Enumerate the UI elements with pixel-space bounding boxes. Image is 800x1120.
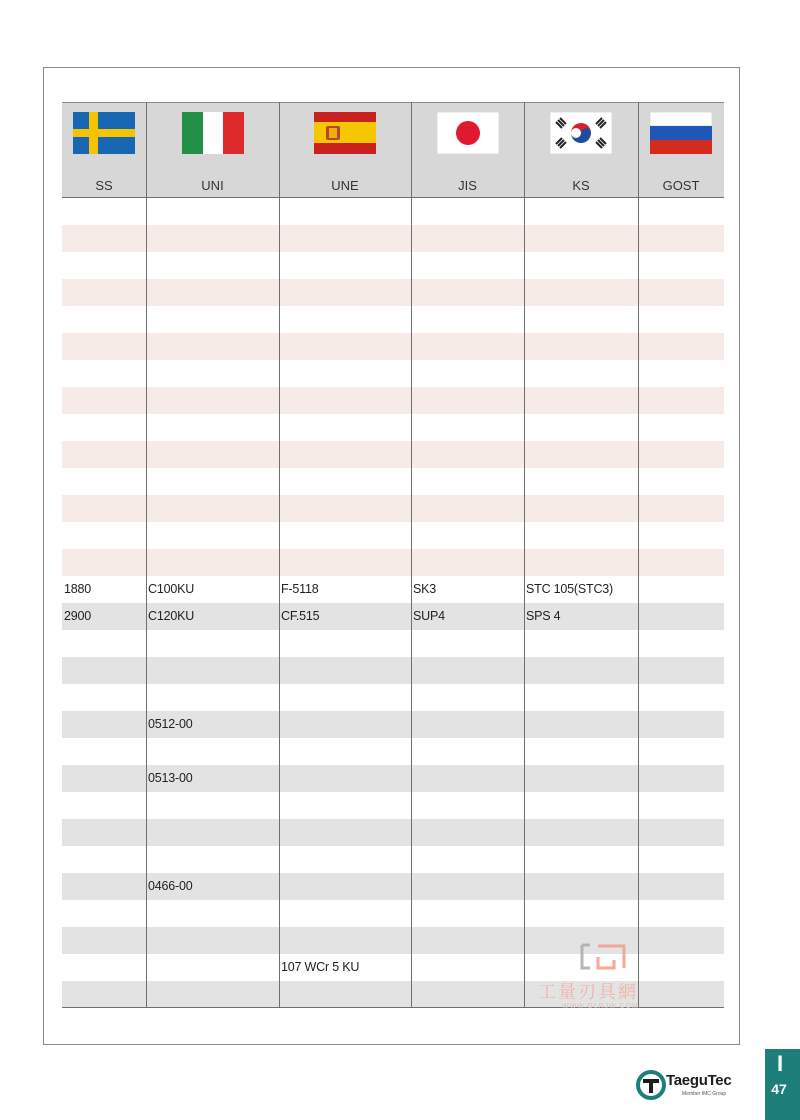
table-cell-uni xyxy=(148,927,277,954)
table-cell-une: F-5118 xyxy=(281,582,319,596)
table-cell-ss xyxy=(64,198,144,225)
table-cell-jis xyxy=(413,333,522,360)
table-cell-ss: 1880 xyxy=(64,582,92,596)
table-row xyxy=(62,819,724,846)
column-label: KS xyxy=(572,178,590,193)
table-row xyxy=(62,549,724,576)
table-cell-uni: 0466-00 xyxy=(148,879,193,893)
table-cell-jis xyxy=(413,630,522,657)
table-cell-ks xyxy=(526,711,636,738)
table-header xyxy=(62,102,724,198)
table-cell-gost xyxy=(640,657,722,684)
table-cell-une xyxy=(281,360,409,387)
table-cell-une xyxy=(281,306,409,333)
column-divider xyxy=(411,102,412,1007)
header-cell-une xyxy=(279,103,411,197)
table-cell-uni xyxy=(148,441,277,468)
table-cell-ks xyxy=(526,468,636,495)
table-cell-gost xyxy=(640,198,722,225)
table-cell-ss xyxy=(64,306,144,333)
table-cell-jis xyxy=(413,738,522,765)
table-cell-jis xyxy=(413,387,522,414)
table-cell-une xyxy=(281,765,409,792)
table-cell-jis xyxy=(413,792,522,819)
column-divider xyxy=(146,102,147,1007)
table-cell-une xyxy=(281,981,409,1008)
table-cell-uni: C120KU xyxy=(148,609,195,623)
table-cell-jis xyxy=(413,522,522,549)
table-cell-ks xyxy=(526,873,636,900)
table-cell-ss xyxy=(64,279,144,306)
table-row xyxy=(62,630,724,657)
table-row xyxy=(62,792,724,819)
table-cell-ss xyxy=(64,792,144,819)
table-cell-jis xyxy=(413,981,522,1008)
table-cell-ks xyxy=(526,738,636,765)
table-cell-une xyxy=(281,522,409,549)
table-cell-jis xyxy=(413,954,522,981)
table-cell-ks xyxy=(526,306,636,333)
table-cell-une xyxy=(281,414,409,441)
watermark-text: 工量刃具網 xyxy=(538,982,638,1003)
table-cell-ss xyxy=(64,981,144,1008)
table-cell-uni xyxy=(148,792,277,819)
header-cell-jis xyxy=(411,103,524,197)
table-cell-ss xyxy=(64,225,144,252)
table-cell-uni xyxy=(148,225,277,252)
table-row xyxy=(62,306,724,333)
table-cell-une xyxy=(281,549,409,576)
table-cell-ks: STC 105(STC3) xyxy=(526,582,614,596)
table-cell-gost xyxy=(640,792,722,819)
table-cell-une xyxy=(281,198,409,225)
column-label: UNI xyxy=(201,178,224,193)
table-cell-ss xyxy=(64,468,144,495)
table-cell-jis xyxy=(413,279,522,306)
table-row xyxy=(62,279,724,306)
taegutec-logo-icon xyxy=(636,1070,666,1100)
table-cell-gost xyxy=(640,306,722,333)
watermark-url: WWW.GLRJW.COM xyxy=(562,1003,639,1010)
table-cell-ss xyxy=(64,333,144,360)
table-row xyxy=(62,468,724,495)
table-cell-ks xyxy=(526,225,636,252)
table-cell-ks xyxy=(526,414,636,441)
header-cell-ks xyxy=(524,103,638,197)
table-cell-jis xyxy=(413,252,522,279)
table-cell-gost xyxy=(640,522,722,549)
table-row xyxy=(62,603,724,630)
table-row xyxy=(62,738,724,765)
table-cell-gost xyxy=(640,873,722,900)
table-cell-uni xyxy=(148,819,277,846)
table-row xyxy=(62,225,724,252)
table-cell-jis xyxy=(413,684,522,711)
table-cell-une xyxy=(281,252,409,279)
table-cell-gost xyxy=(640,414,722,441)
table-cell-gost xyxy=(640,846,722,873)
table-cell-gost xyxy=(640,252,722,279)
table-cell-ss xyxy=(64,387,144,414)
table-cell-uni: 0513-00 xyxy=(148,771,193,785)
table-cell-une xyxy=(281,387,409,414)
table-cell-gost xyxy=(640,576,722,603)
table-cell-une xyxy=(281,441,409,468)
table-cell-ss xyxy=(64,360,144,387)
table-cell-ss xyxy=(64,900,144,927)
table-cell-une: 107 WCr 5 KU xyxy=(281,960,360,974)
table-cell-ks xyxy=(526,549,636,576)
table-cell-une xyxy=(281,684,409,711)
table-cell-jis xyxy=(413,549,522,576)
table-cell-jis: SK3 xyxy=(413,582,437,596)
table-row xyxy=(62,495,724,522)
table-cell-ss xyxy=(64,630,144,657)
table-cell-uni xyxy=(148,549,277,576)
table-row xyxy=(62,765,724,792)
table-cell-ks xyxy=(526,846,636,873)
table-cell-gost xyxy=(640,711,722,738)
table-cell-ss xyxy=(64,873,144,900)
table-row xyxy=(62,333,724,360)
table-cell-gost xyxy=(640,819,722,846)
table-cell-jis: SUP4 xyxy=(413,609,445,623)
japan-flag-icon xyxy=(437,112,499,159)
table-cell-uni xyxy=(148,981,277,1008)
table-cell-gost xyxy=(640,630,722,657)
table-row xyxy=(62,684,724,711)
page-number: 47 xyxy=(771,1081,787,1097)
table-cell-ss xyxy=(64,846,144,873)
table-row xyxy=(62,441,724,468)
table-cell-une xyxy=(281,279,409,306)
table-cell-ks xyxy=(526,792,636,819)
table-cell-une xyxy=(281,819,409,846)
table-cell-uni xyxy=(148,738,277,765)
table-cell-gost xyxy=(640,279,722,306)
table-cell-uni xyxy=(148,522,277,549)
table-row xyxy=(62,198,724,225)
table-cell-ks: SPS 4 xyxy=(526,609,561,623)
table-cell-ss xyxy=(64,495,144,522)
table-cell-une xyxy=(281,495,409,522)
table-cell-ks xyxy=(526,198,636,225)
table-cell-une xyxy=(281,873,409,900)
table-cell-une xyxy=(281,738,409,765)
table-cell-jis xyxy=(413,711,522,738)
table-cell-uni xyxy=(148,279,277,306)
table-cell-uni: C100KU xyxy=(148,582,195,596)
table-cell-jis xyxy=(413,495,522,522)
table-cell-ks xyxy=(526,495,636,522)
brand-name: TaeguTec xyxy=(666,1072,732,1089)
table-cell-uni xyxy=(148,495,277,522)
table-cell-une xyxy=(281,711,409,738)
table-cell-uni xyxy=(148,630,277,657)
table-cell-jis xyxy=(413,657,522,684)
sweden-flag-icon xyxy=(73,112,135,159)
column-divider xyxy=(638,102,639,1007)
table-cell-uni xyxy=(148,468,277,495)
table-row xyxy=(62,522,724,549)
table-cell-gost xyxy=(640,468,722,495)
russia-flag-icon xyxy=(650,112,712,159)
table-cell-ss xyxy=(64,441,144,468)
table-cell-une xyxy=(281,630,409,657)
table-cell-ss xyxy=(64,549,144,576)
table-cell-jis xyxy=(413,225,522,252)
table-cell-jis xyxy=(413,846,522,873)
table-cell-ks xyxy=(526,333,636,360)
table-cell-uni xyxy=(148,684,277,711)
table-cell-jis xyxy=(413,306,522,333)
table-cell-ss xyxy=(64,954,144,981)
table-cell-uni xyxy=(148,252,277,279)
table-cell-ks xyxy=(526,252,636,279)
table-cell-gost xyxy=(640,225,722,252)
steel-grade-table xyxy=(62,102,724,1008)
table-cell-uni: 0512-00 xyxy=(148,717,193,731)
table-cell-uni xyxy=(148,414,277,441)
table-cell-uni xyxy=(148,306,277,333)
table-cell-gost xyxy=(640,603,722,630)
table-cell-ks xyxy=(526,900,636,927)
column-label: SS xyxy=(95,178,113,193)
table-cell-une xyxy=(281,900,409,927)
table-cell-uni xyxy=(148,360,277,387)
table-cell-ks xyxy=(526,360,636,387)
table-cell-jis xyxy=(413,873,522,900)
table-cell-jis xyxy=(413,819,522,846)
table-cell-ks xyxy=(526,819,636,846)
table-cell-uni xyxy=(148,954,277,981)
table-cell-ss xyxy=(64,819,144,846)
table-cell-jis xyxy=(413,198,522,225)
brand-subtitle: Member IMC Group xyxy=(682,1091,727,1097)
table-cell-ks xyxy=(526,630,636,657)
south-korea-flag-icon xyxy=(550,112,612,159)
table-row xyxy=(62,414,724,441)
table-cell-ss xyxy=(64,684,144,711)
table-cell-ks xyxy=(526,657,636,684)
table-cell-jis xyxy=(413,468,522,495)
table-row xyxy=(62,252,724,279)
table-row xyxy=(62,846,724,873)
header-cell-gost xyxy=(638,103,724,197)
table-cell-jis xyxy=(413,441,522,468)
table-cell-jis xyxy=(413,900,522,927)
table-cell-une xyxy=(281,846,409,873)
table-cell-uni xyxy=(148,846,277,873)
table-cell-ks xyxy=(526,387,636,414)
table-cell-jis xyxy=(413,414,522,441)
table-cell-ss: 2900 xyxy=(64,609,92,623)
table-cell-ss xyxy=(64,711,144,738)
column-label: JIS xyxy=(458,178,477,193)
header-cell-ss xyxy=(62,103,146,197)
table-row xyxy=(62,387,724,414)
table-cell-gost xyxy=(640,360,722,387)
table-body xyxy=(62,198,724,1008)
table-cell-ss xyxy=(64,657,144,684)
table-cell-ks xyxy=(526,522,636,549)
table-cell-jis xyxy=(413,360,522,387)
table-cell-gost xyxy=(640,333,722,360)
table-cell-ks xyxy=(526,441,636,468)
table-cell-uni xyxy=(148,657,277,684)
table-cell-ss xyxy=(64,252,144,279)
table-cell-ss xyxy=(64,414,144,441)
column-divider xyxy=(279,102,280,1007)
table-row xyxy=(62,900,724,927)
table-cell-une xyxy=(281,927,409,954)
section-letter: I xyxy=(776,1051,784,1076)
table-cell-uni xyxy=(148,900,277,927)
table-cell-ss xyxy=(64,765,144,792)
table-row xyxy=(62,711,724,738)
table-row xyxy=(62,360,724,387)
table-cell-ss xyxy=(64,738,144,765)
table-cell-gost xyxy=(640,387,722,414)
table-cell-jis xyxy=(413,927,522,954)
table-cell-une xyxy=(281,333,409,360)
column-divider xyxy=(524,102,525,1007)
table-cell-uni xyxy=(148,333,277,360)
italy-flag-icon xyxy=(182,112,244,159)
table-cell-une xyxy=(281,468,409,495)
spain-flag-icon xyxy=(314,112,376,159)
table-cell-gost xyxy=(640,549,722,576)
table-cell-ks xyxy=(526,684,636,711)
table-cell-gost xyxy=(640,738,722,765)
table-cell-gost xyxy=(640,765,722,792)
table-row xyxy=(62,873,724,900)
table-cell-une xyxy=(281,225,409,252)
table-cell-une xyxy=(281,792,409,819)
section-tab xyxy=(765,1049,800,1120)
table-cell-ks xyxy=(526,765,636,792)
table-cell-uni xyxy=(148,387,277,414)
table-cell-jis xyxy=(413,765,522,792)
table-cell-gost xyxy=(640,495,722,522)
table-cell-gost xyxy=(640,900,722,927)
table-cell-uni xyxy=(148,198,277,225)
table-cell-ks xyxy=(526,279,636,306)
header-cell-uni xyxy=(146,103,279,197)
column-label: GOST xyxy=(662,178,700,193)
table-cell-ss xyxy=(64,522,144,549)
table-cell-une xyxy=(281,657,409,684)
table-cell-ss xyxy=(64,927,144,954)
table-row xyxy=(62,576,724,603)
column-label: UNE xyxy=(331,178,359,193)
table-row xyxy=(62,657,724,684)
table-cell-gost xyxy=(640,441,722,468)
table-cell-une: CF.515 xyxy=(281,609,320,623)
table-cell-gost xyxy=(640,684,722,711)
